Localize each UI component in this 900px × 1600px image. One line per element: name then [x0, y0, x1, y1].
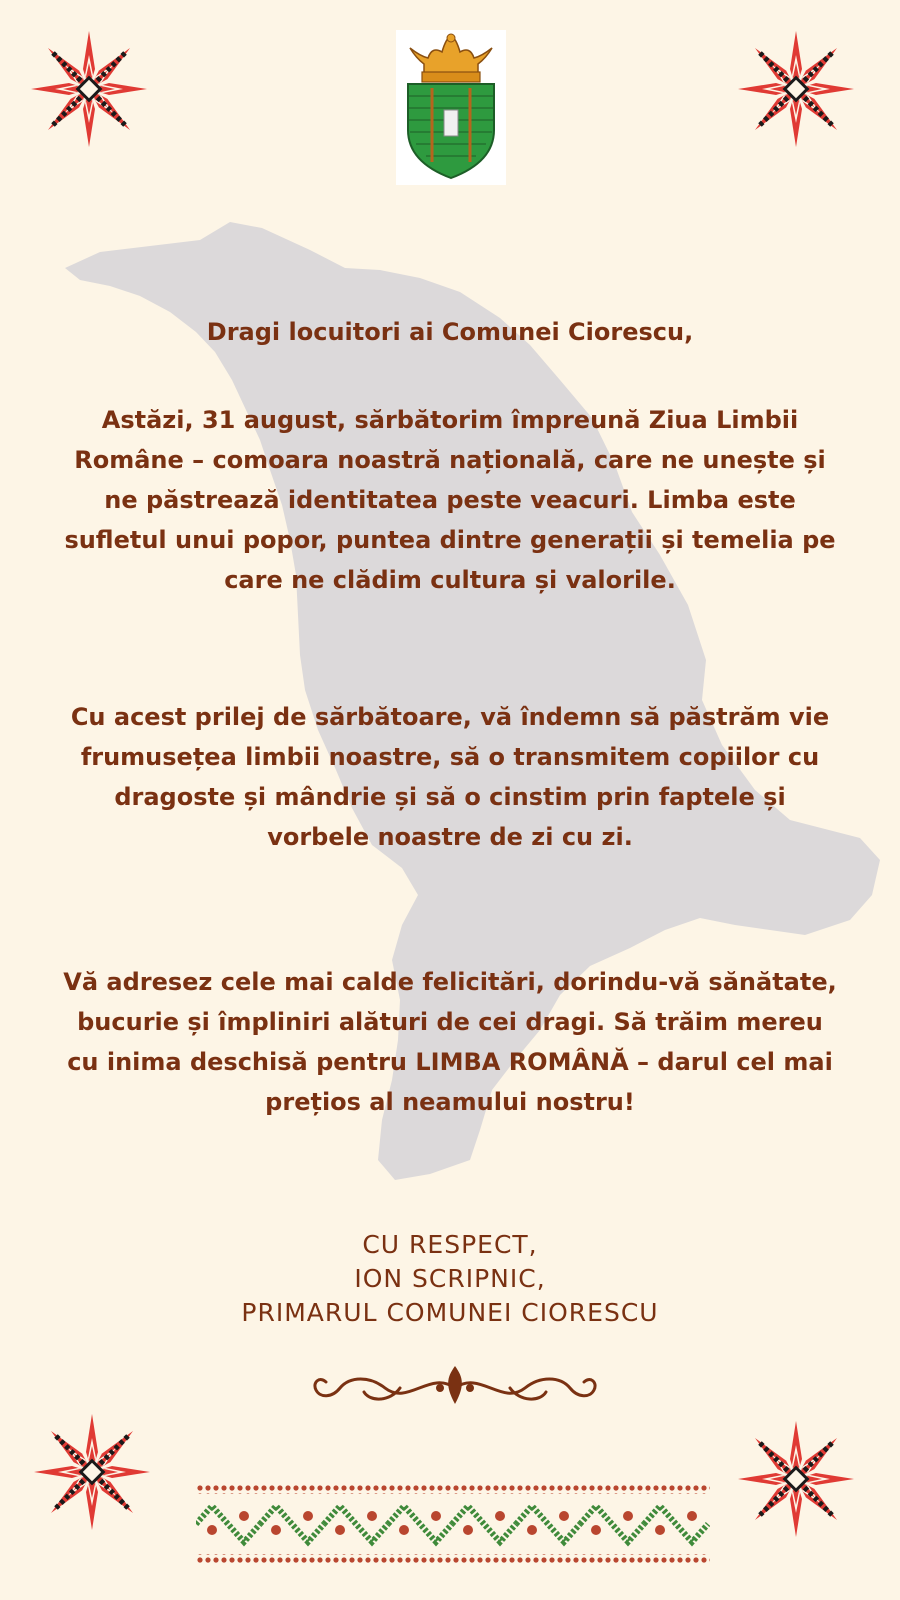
romanian-embroidery-star-icon: [732, 25, 860, 153]
romanian-embroidery-star-icon: [25, 25, 153, 153]
embroidered-border-band: [196, 1484, 710, 1564]
paragraph-2: Cu acest prilej de sărbătoare, vă îndemn să păstrăm vie frumusețea limbii noastre, să o transmitem copiilor cu dragoste și mândrie și să o cinstim prin faptele și vorbele noastre de zi cu zi.: [70, 703, 830, 851]
paragraph-1: Astăzi, 31 august, sărbătorim împreună Ziua Limbii Române – comoara noastră națională, care ne unește și ne păstrează identitatea peste veacuri. Limba este sufletul unui popor, puntea dintre generații și temelia pe care ne clădim cultura și valorile.: [64, 406, 836, 594]
paragraph-3: Vă adresez cele mai calde felicitări, dorindu-vă sănătate, bucurie și împliniri alături de cei dragi. Să trăim mereu cu inima deschisă pentru LIMBA ROMÂNĂ – darul cel mai prețios al neamului nostru!: [63, 968, 837, 1116]
romanian-embroidery-star-icon: [732, 1415, 860, 1543]
signature-name: ION SCRIPNIC,: [354, 1264, 546, 1293]
romanian-embroidery-star-icon: [28, 1408, 156, 1536]
greeting-line: Dragi locuitori ai Comunei Ciorescu,: [206, 318, 694, 346]
flourish-divider-icon: [290, 1358, 620, 1418]
coat-of-arms-icon: [396, 30, 506, 185]
signature-title: PRIMARUL COMUNEI CIORESCU: [241, 1298, 659, 1327]
signature-block: [60, 1228, 840, 1330]
signature-closing: CU RESPECT,: [362, 1230, 538, 1259]
